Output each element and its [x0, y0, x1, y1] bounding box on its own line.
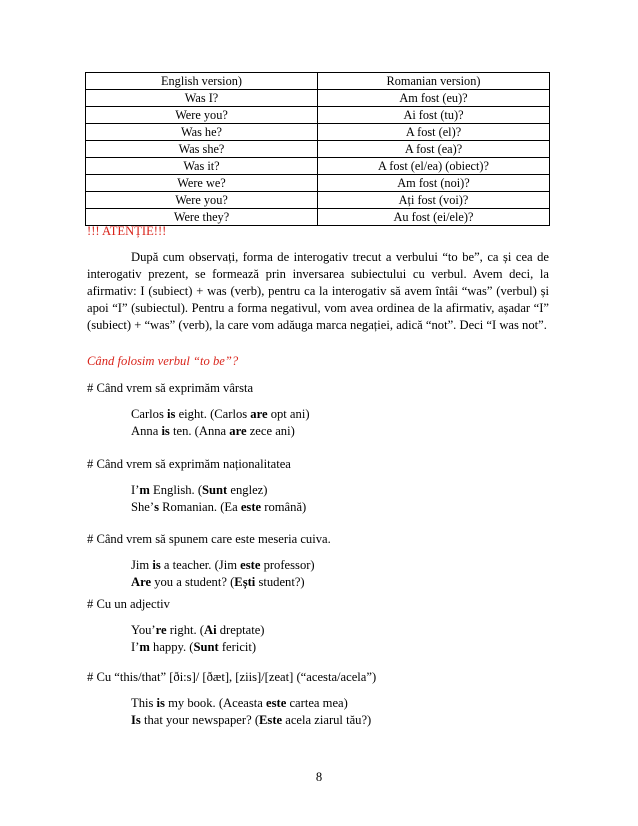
sentence-text: You’: [131, 623, 156, 637]
example-sentence: [131, 574, 549, 591]
section-heading: # Cu “this/that” [ði:s]/ [ðæt], [ziis]/[zeat] (“acesta/acela”): [87, 670, 377, 684]
bold-verb: are: [229, 424, 247, 438]
bold-verb: re: [155, 623, 167, 637]
sentence-text: a teacher. (Jim: [160, 558, 241, 572]
conjugation-table: [85, 72, 550, 226]
header-english: English version): [86, 73, 318, 90]
bold-verb: is: [152, 558, 161, 572]
table-row: [86, 158, 550, 175]
sentence-text: fericit): [218, 640, 257, 654]
bold-verb: s: [154, 500, 159, 514]
examples: [87, 482, 549, 516]
examples: [87, 622, 549, 656]
example-sentence: [131, 695, 549, 712]
bold-verb: Este: [259, 713, 283, 727]
sentence-text: română): [261, 500, 307, 514]
sentence-text: This: [131, 696, 157, 710]
bold-verb: Sunt: [193, 640, 219, 654]
example-sentence: [131, 406, 549, 423]
bold-verb: Ești: [234, 575, 256, 589]
romanian-cell: A fost (el)?: [318, 124, 550, 141]
romanian-cell: Au fost (ei/ele)?: [318, 209, 550, 226]
section-nationality: [87, 456, 549, 516]
sentence-text: that your newspaper? (: [140, 713, 260, 727]
bold-verb: Sunt: [202, 483, 228, 497]
english-cell: Was she?: [86, 141, 318, 158]
section-heading: # Cu un adjectiv: [87, 597, 170, 611]
romanian-cell: Ați fost (voi)?: [318, 192, 550, 209]
bold-verb: is: [156, 696, 165, 710]
header-romanian: Romanian version): [318, 73, 550, 90]
sentence-text: Carlos: [131, 407, 168, 421]
example-sentence: [131, 622, 549, 639]
section-adjective: [87, 596, 549, 656]
bold-verb: is: [161, 424, 170, 438]
english-cell: Were you?: [86, 107, 318, 124]
romanian-cell: A fost (ea)?: [318, 141, 550, 158]
section-heading: # Când vrem să exprimăm naționalitatea: [87, 457, 291, 471]
bold-verb: este: [266, 696, 287, 710]
page-number: 8: [315, 770, 323, 784]
english-cell: Was it?: [86, 158, 318, 175]
sentence-text: dreptate): [216, 623, 265, 637]
example-sentence: [131, 423, 549, 440]
sentence-text: eight. (Carlos: [175, 407, 251, 421]
section-this-that: [87, 669, 549, 729]
section-age: [87, 380, 549, 440]
bold-verb: Ai: [204, 623, 217, 637]
sentence-text: happy. (: [149, 640, 194, 654]
english-cell: Were you?: [86, 192, 318, 209]
table-row: [86, 192, 550, 209]
sentence-text: I’: [131, 640, 140, 654]
sentence-text: cartea mea): [286, 696, 348, 710]
table-row: [86, 141, 550, 158]
bold-verb: m: [139, 640, 150, 654]
english-cell: Were we?: [86, 175, 318, 192]
example-sentence: [131, 499, 549, 516]
example-sentence: [131, 557, 549, 574]
section-heading: # Când vrem să exprimăm vârsta: [87, 381, 254, 395]
table-header-row: [86, 73, 550, 90]
usage-question: Când folosim verbul “to be”?: [87, 354, 239, 368]
english-cell: Was I?: [86, 90, 318, 107]
sentence-text: you a student? (: [151, 575, 235, 589]
section-occupation: [87, 531, 549, 591]
table-row: [86, 90, 550, 107]
bold-verb: m: [139, 483, 150, 497]
sentence-text: ten. (Anna: [169, 424, 230, 438]
bold-verb: este: [240, 500, 262, 514]
sentence-text: right. (: [166, 623, 205, 637]
section-heading: # Când vrem să spunem care este meseria cuiva.: [87, 532, 331, 546]
sentence-text: acela ziarul tău?): [282, 713, 372, 727]
bold-verb: Is: [131, 713, 141, 727]
example-sentence: [131, 482, 549, 499]
example-sentence: [131, 712, 549, 729]
sentence-text: my book. (Aceasta: [164, 696, 267, 710]
explanation-paragraph: După cum observați, forma de interogativ trecut a verbului “to be”, ca și cea de interogativ prezent, se formează prin inversarea subiectului cu verbul. Avem deci, la afirmativ: I (subiect) + was (verb), pentru ca la interogativ să avem întâi “was” (verbul) și apoi “I” (subiectul). Pentru a forma negativul, vom avea ordinea de la afirmativ, așadar “I” (subiect) + “was” (verb), la care vom adăuga marca negației, adică “not”. Deci “I was not”.: [87, 250, 549, 332]
attention-heading: !!! ATENȚIE!!!: [87, 224, 167, 238]
romanian-cell: Am fost (noi)?: [318, 175, 550, 192]
romanian-cell: Am fost (eu)?: [318, 90, 550, 107]
romanian-cell: A fost (el/ea) (obiect)?: [318, 158, 550, 175]
table-row: [86, 107, 550, 124]
table-row: [86, 175, 550, 192]
sentence-text: I’: [131, 483, 140, 497]
bold-verb: este: [240, 558, 261, 572]
bold-verb: Are: [131, 575, 152, 589]
english-cell: Were they?: [86, 209, 318, 226]
sentence-text: Jim: [131, 558, 153, 572]
examples: [87, 406, 549, 440]
romanian-cell: Ai fost (tu)?: [318, 107, 550, 124]
sentence-text: student?): [255, 575, 305, 589]
sentence-text: She’: [131, 500, 155, 514]
sentence-text: Romanian. (Ea: [159, 500, 241, 514]
sentence-text: opt ani): [267, 407, 310, 421]
example-sentence: [131, 639, 549, 656]
sentence-text: zece ani): [246, 424, 295, 438]
table-row: [86, 124, 550, 141]
bold-verb: is: [167, 407, 176, 421]
examples: [87, 695, 549, 729]
bold-verb: are: [250, 407, 268, 421]
sentence-text: Anna: [131, 424, 162, 438]
sentence-text: englez): [227, 483, 268, 497]
examples: [87, 557, 549, 591]
english-cell: Was he?: [86, 124, 318, 141]
sentence-text: English. (: [149, 483, 203, 497]
sentence-text: professor): [260, 558, 315, 572]
